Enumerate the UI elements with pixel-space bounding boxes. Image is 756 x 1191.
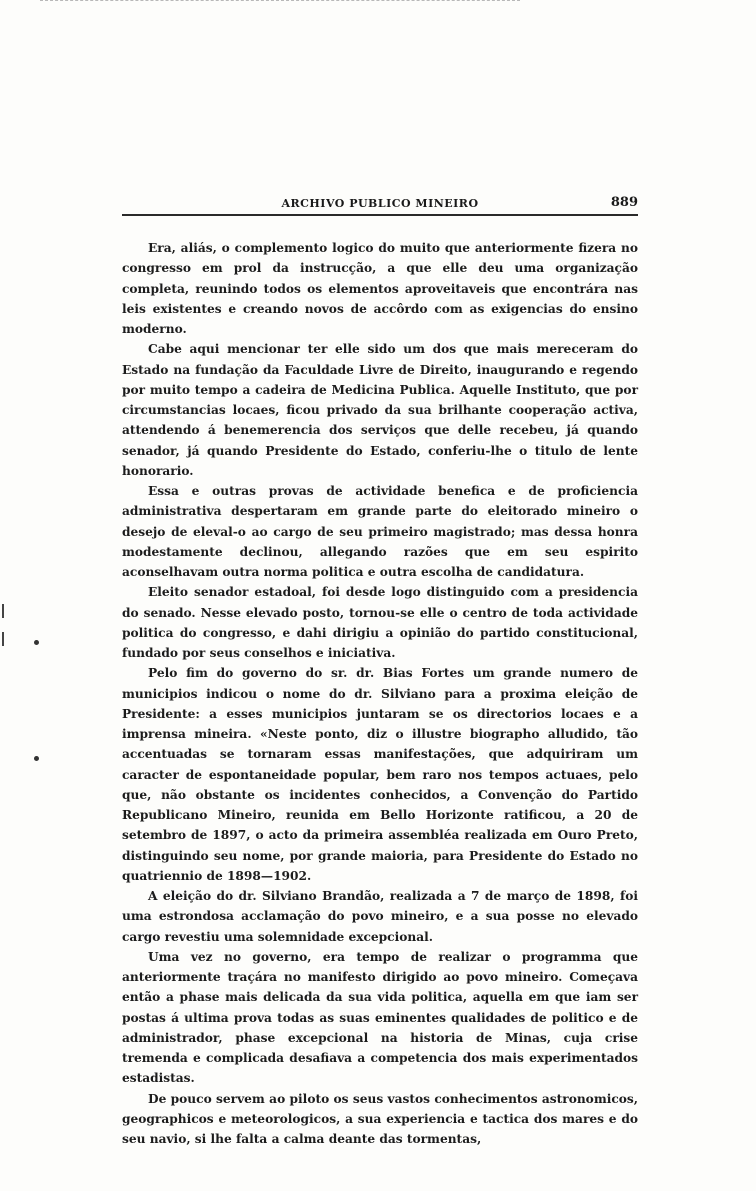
paragraph-8: De pouco servem ao piloto os seus vastos conhecimentos astronomicos, geographicos e meteorologicos, a sua experiencia e tactica dos mares e do seu navio, si lhe falta a calma deante das tormentas, — [122, 1091, 638, 1146]
paragraph-7: Uma vez no governo, era tempo de realizar o programma que anteriormente traçára no manifesto dirigido ao povo mineiro. Começava então a phase mais delicada da sua vida politica, aquella em que iam ser postas á ultima prova todas as suas eminentes qualidades de politico e de administrador, phase excepcional na historia de Minas, cuja crise tremenda e complicada desafiava a competencia dos mais experimentados estadistas. — [122, 949, 638, 1086]
running-header-title: ARCHIVO PUBLICO MINEIRO — [281, 197, 479, 210]
running-header — [122, 194, 638, 214]
margin-tick-mark — [2, 632, 4, 646]
paragraph-1: Era, aliás, o complemento logico do muito que anteriormente fizera no congresso em prol da instrucção, a que elle deu uma organização completa, reunindo todos os elementos aproveitaveis que encontrára nas leis existentes e creando novos de accôrdo com as exigencias do ensino moderno. — [122, 241, 638, 336]
page-number: 889 — [610, 195, 638, 210]
body-text — [122, 238, 638, 1149]
margin-tick-mark — [2, 604, 4, 618]
top-edge-rule — [40, 0, 520, 3]
paragraph-3: Essa e outras provas de actividade benefica e de proficiencia administrativa despertaram em grande parte do eleitorado mineiro o desejo de eleval-o ao cargo de seu primeiro magistrado; mas dessa honra modestamente declinou, allegando razões que em seu espirito aconselhavam outra norma politica e outra escolha de candidatura. — [122, 484, 638, 579]
paragraph-2: Cabe aqui mencionar ter elle sido um dos que mais mereceram do Estado na fundação da Faculdade Livre de Direito, inaugurando e regendo por muito tempo a cadeira de Medicina Publica. Aquelle Instituto, que por circumstancias locaes, ficou privado da sua brilhante cooperação activa, attendendo á benemerencia dos serviços que delle recebeu, já quando senador, já quando Presidente do Estado, conferiu-lhe o titulo de lente honorario. — [122, 342, 638, 478]
header-rule — [122, 214, 638, 216]
margin-dot-mark — [34, 640, 39, 645]
paragraph-4: Eleito senador estadoal, foi desde logo distinguido com a presidencia do senado. Nesse elevado posto, tornou-se elle o centro de toda actividade politica do congresso, e dahi dirigiu a opinião do partido constitucional, fundado por seus conselhos e iniciativa. — [122, 585, 638, 660]
margin-dot-mark — [34, 756, 39, 761]
paragraph-6: A eleição do dr. Silviano Brandão, realizada a 7 de março de 1898, foi uma estrondosa acclamação do povo mineiro, e a sua posse no elevado cargo revestiu uma solemnidade excepcional. — [122, 889, 638, 944]
paragraph-5: Pelo fim do governo do sr. dr. Bias Fortes um grande numero de municipios indicou o nome do dr. Silviano para a proxima eleição de Presidente: a esses municipios juntaram se os directorios locaes e a imprensa mineira. «Neste ponto, diz o illustre biographo alludido, tão accentuadas se tornaram essas manifestações, que adquiriram um caracter de espontaneidade popular, bem raro nos tempos actuaes, pelo que, não obstante os incidentes conhecidos, a Convenção do Partido Republicano Mineiro, reunida em Bello Horizonte ratificou, a 20 de setembro de 1897, o acto da primeira assembléa realizada em Ouro Preto, distinguindo seu nome, por grande maioria, para Presidente do Estado no quatriennio de 1898—1902. — [122, 666, 638, 883]
